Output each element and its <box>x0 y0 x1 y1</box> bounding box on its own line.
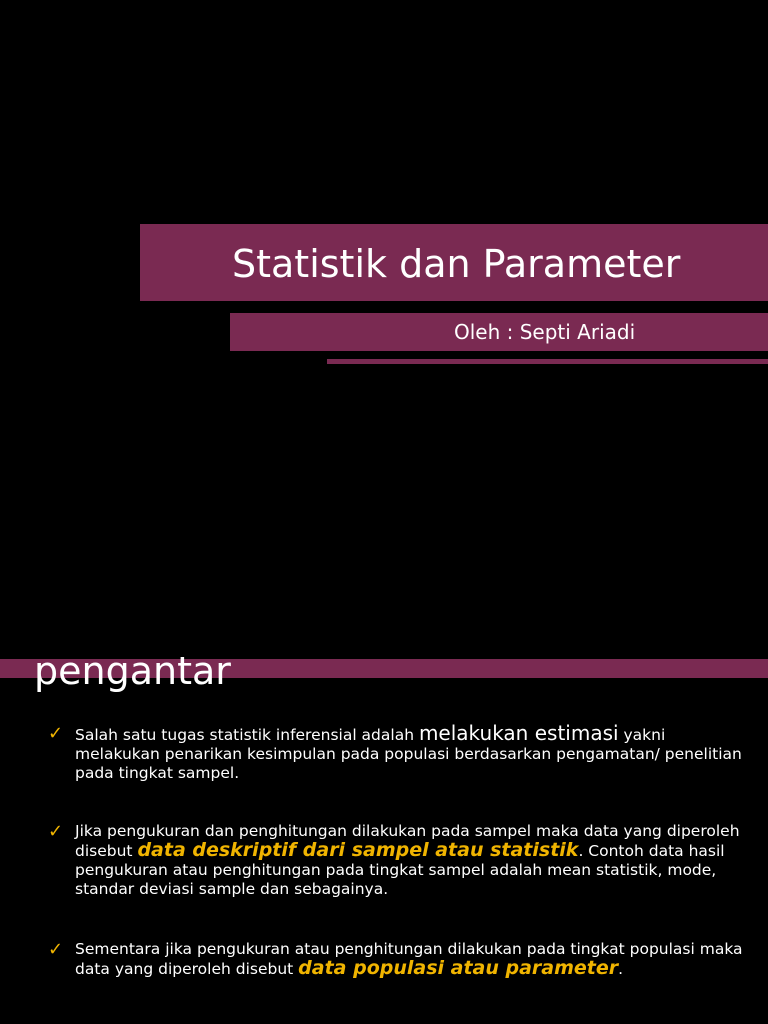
bullet-text <box>75 721 748 783</box>
accent-line <box>327 359 768 364</box>
slide-heading: pengantar <box>34 649 231 693</box>
slide-subtitle: Oleh : Septi Ariadi <box>454 320 636 344</box>
bullet-item <box>48 721 748 783</box>
bullet-item <box>48 940 748 979</box>
bullet-text-part: Sementara jika pengukuran atau penghitungan dilakukan pada tingkat populasi maka data yang diperoleh disebut <box>75 940 743 978</box>
slide-title: Statistik dan Parameter <box>232 242 681 286</box>
checkmark-icon: ✓ <box>48 821 64 842</box>
bullet-highlight: data deskriptif dari sampel atau statistik <box>137 839 579 861</box>
bullet-text-part: yakni melakukan penarikan kesimpulan pada populasi berdasarkan pengamatan/ penelitian pada tingkat sampel. <box>75 726 742 782</box>
content-slide <box>0 640 768 1024</box>
checkmark-icon: ✓ <box>48 723 64 744</box>
bullet-highlight: data populasi atau parameter <box>298 957 619 979</box>
bullet-text-part: . Contoh data hasil pengukuran atau penghitungan pada tingkat sampel adalah mean statistik, mode, standar deviasi sample dan sebagainya. <box>75 842 725 898</box>
bullet-item <box>48 822 748 899</box>
bullet-text <box>75 940 748 979</box>
bullet-text-part: Jika pengukuran dan penghitungan dilakukan pada sampel maka data yang diperoleh disebut <box>75 822 740 860</box>
bullet-emphasis: melakukan estimasi <box>418 721 619 745</box>
bullet-text-part: Salah satu tugas statistik inferensial adalah <box>75 726 419 744</box>
bullet-text <box>75 822 748 899</box>
bullet-text-part: . <box>618 960 624 978</box>
checkmark-icon: ✓ <box>48 939 64 960</box>
